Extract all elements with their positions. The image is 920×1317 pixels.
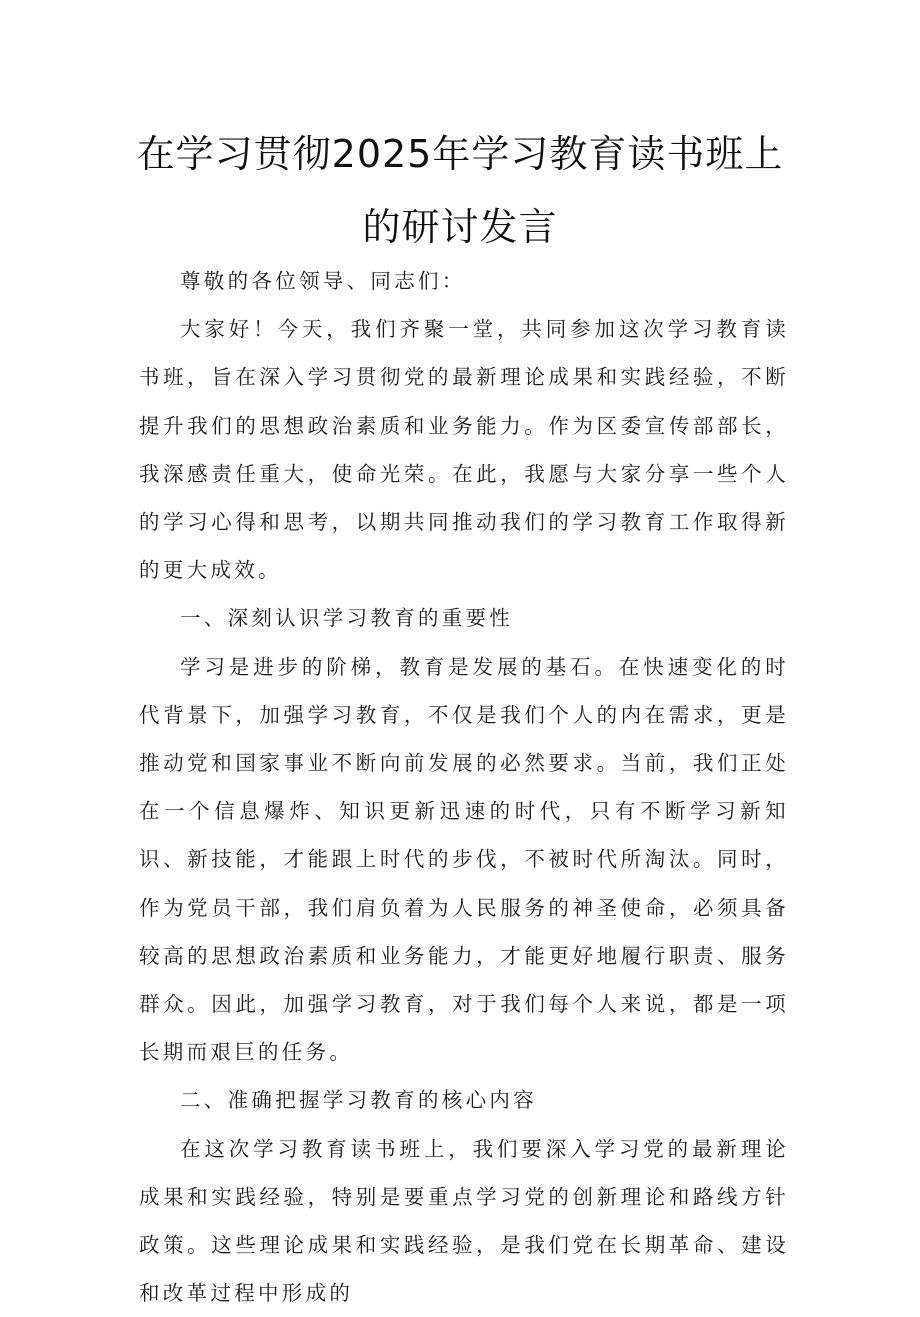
section-heading-1: 一、深刻认识学习教育的重要性 (180, 606, 514, 631)
section-heading-2: 二、准确把握学习教育的核心内容 (180, 1088, 537, 1113)
document-body (139, 257, 789, 1317)
paragraph-core-content: 在这次学习教育读书班上，我们要深入学习党的最新理论成果和实践经验，特别是要重点学习党的创新理论和路线方针政策。这些理论成果和实践经验，是我们党在长期革命、建设和改革过程中形成的 (139, 1136, 789, 1306)
document-title-line-2: 的研讨发言 (362, 205, 558, 249)
paragraph-intro: 大家好！今天，我们齐聚一堂，共同参加这次学习教育读书班，旨在深入学习贯彻党的最新理论成果和实践经验，不断提升我们的思想政治素质和业务能力。作为区委宣传部部长，我深感责任重大，使命光荣。在此，我愿与大家分享一些个人的学习心得和思考，以期共同推动我们的学习教育工作取得新的更大成效。 (139, 317, 789, 583)
document-title-line-1: 在学习贯彻2025年学习教育读书班上 (136, 132, 784, 176)
paragraph-importance: 学习是进步的阶梯，教育是发展的基石。在快速变化的时代背景下，加强学习教育，不仅是我们个人的内在需求，更是推动党和国家事业不断向前发展的必然要求。当前，我们正处在一个信息爆炸、知识更新迅速的时代，只有不断学习新知识、新技能，才能跟上时代的步伐，不被时代所淘汰。同时，作为党员干部，我们肩负着为人民服务的神圣使命，必须具备较高的思想政治素质和业务能力，才能更好地履行职责、服务群众。因此，加强学习教育，对于我们每个人来说，都是一项长期而艰巨的任务。 (139, 654, 789, 1065)
greeting: 尊敬的各位领导、同志们： (180, 269, 466, 293)
